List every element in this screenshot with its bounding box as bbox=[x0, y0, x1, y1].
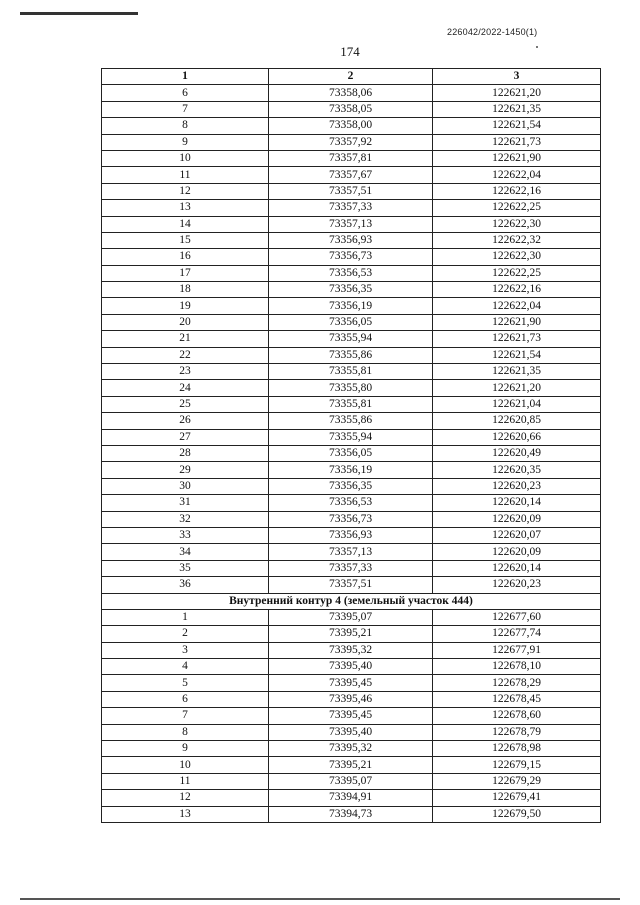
top-rule bbox=[20, 12, 138, 15]
document-number: 226042/2022-1450(1) bbox=[447, 27, 538, 37]
x-coordinate-cell: 73356,53 bbox=[269, 265, 433, 281]
table-row bbox=[102, 150, 601, 166]
y-coordinate-cell: 122620,07 bbox=[433, 527, 601, 543]
y-coordinate-cell: 122677,91 bbox=[433, 642, 601, 658]
y-coordinate-cell: 122620,14 bbox=[433, 495, 601, 511]
table-row bbox=[102, 183, 601, 199]
table-row bbox=[102, 773, 601, 789]
table-row bbox=[102, 478, 601, 494]
y-coordinate-cell: 122679,15 bbox=[433, 757, 601, 773]
y-coordinate-cell: 122620,23 bbox=[433, 577, 601, 593]
table-row bbox=[102, 364, 601, 380]
x-coordinate-cell: 73356,19 bbox=[269, 298, 433, 314]
y-coordinate-cell: 122679,29 bbox=[433, 773, 601, 789]
table-row bbox=[102, 101, 601, 117]
point-number-cell: 36 bbox=[102, 577, 269, 593]
table-body-contour-4 bbox=[102, 609, 601, 822]
table-row bbox=[102, 249, 601, 265]
y-coordinate-cell: 122678,10 bbox=[433, 659, 601, 675]
y-coordinate-cell: 122620,09 bbox=[433, 511, 601, 527]
point-number-cell: 21 bbox=[102, 331, 269, 347]
table-row bbox=[102, 232, 601, 248]
point-number-cell: 11 bbox=[102, 167, 269, 183]
table-row bbox=[102, 462, 601, 478]
table-row bbox=[102, 741, 601, 757]
point-number-cell: 29 bbox=[102, 462, 269, 478]
x-coordinate-cell: 73395,45 bbox=[269, 708, 433, 724]
y-coordinate-cell: 122622,30 bbox=[433, 249, 601, 265]
point-number-cell: 16 bbox=[102, 249, 269, 265]
y-coordinate-cell: 122620,23 bbox=[433, 478, 601, 494]
table-row bbox=[102, 757, 601, 773]
x-coordinate-cell: 73356,35 bbox=[269, 282, 433, 298]
y-coordinate-cell: 122621,20 bbox=[433, 380, 601, 396]
y-coordinate-cell: 122677,60 bbox=[433, 609, 601, 625]
y-coordinate-cell: 122620,49 bbox=[433, 445, 601, 461]
point-number-cell: 8 bbox=[102, 724, 269, 740]
table-row bbox=[102, 331, 601, 347]
x-coordinate-cell: 73355,94 bbox=[269, 331, 433, 347]
point-number-cell: 9 bbox=[102, 741, 269, 757]
table-row bbox=[102, 577, 601, 593]
y-coordinate-cell: 122622,16 bbox=[433, 183, 601, 199]
x-coordinate-cell: 73356,73 bbox=[269, 511, 433, 527]
section-title: Внутренний контур 4 (земельный участок 444) bbox=[102, 593, 601, 609]
y-coordinate-cell: 122678,29 bbox=[433, 675, 601, 691]
y-coordinate-cell: 122678,98 bbox=[433, 741, 601, 757]
point-number-cell: 20 bbox=[102, 314, 269, 330]
x-coordinate-cell: 73395,45 bbox=[269, 675, 433, 691]
y-coordinate-cell: 122621,35 bbox=[433, 364, 601, 380]
y-coordinate-cell: 122621,90 bbox=[433, 150, 601, 166]
x-coordinate-cell: 73357,13 bbox=[269, 544, 433, 560]
x-coordinate-cell: 73356,05 bbox=[269, 314, 433, 330]
table-row bbox=[102, 413, 601, 429]
x-coordinate-cell: 73358,05 bbox=[269, 101, 433, 117]
point-number-cell: 3 bbox=[102, 642, 269, 658]
y-coordinate-cell: 122679,50 bbox=[433, 806, 601, 822]
point-number-cell: 8 bbox=[102, 118, 269, 134]
x-coordinate-cell: 73357,33 bbox=[269, 200, 433, 216]
y-coordinate-cell: 122622,25 bbox=[433, 200, 601, 216]
point-number-cell: 7 bbox=[102, 708, 269, 724]
point-number-cell: 25 bbox=[102, 396, 269, 412]
x-coordinate-cell: 73357,51 bbox=[269, 577, 433, 593]
y-coordinate-cell: 122620,85 bbox=[433, 413, 601, 429]
point-number-cell: 12 bbox=[102, 790, 269, 806]
column-header: 1 bbox=[102, 69, 269, 85]
x-coordinate-cell: 73357,51 bbox=[269, 183, 433, 199]
table-row bbox=[102, 265, 601, 281]
table-row bbox=[102, 806, 601, 822]
y-coordinate-cell: 122621,04 bbox=[433, 396, 601, 412]
table-row bbox=[102, 314, 601, 330]
table-row bbox=[102, 511, 601, 527]
table-row bbox=[102, 380, 601, 396]
point-number-cell: 22 bbox=[102, 347, 269, 363]
section-row bbox=[102, 593, 601, 609]
y-coordinate-cell: 122622,04 bbox=[433, 298, 601, 314]
table-row bbox=[102, 560, 601, 576]
point-number-cell: 24 bbox=[102, 380, 269, 396]
y-coordinate-cell: 122677,74 bbox=[433, 626, 601, 642]
table-row bbox=[102, 445, 601, 461]
x-coordinate-cell: 73355,80 bbox=[269, 380, 433, 396]
x-coordinate-cell: 73355,86 bbox=[269, 347, 433, 363]
table-row bbox=[102, 659, 601, 675]
coordinates-table bbox=[101, 68, 601, 823]
x-coordinate-cell: 73356,93 bbox=[269, 232, 433, 248]
point-number-cell: 18 bbox=[102, 282, 269, 298]
point-number-cell: 34 bbox=[102, 544, 269, 560]
table-row bbox=[102, 134, 601, 150]
x-coordinate-cell: 73356,35 bbox=[269, 478, 433, 494]
x-coordinate-cell: 73357,67 bbox=[269, 167, 433, 183]
point-number-cell: 7 bbox=[102, 101, 269, 117]
point-number-cell: 32 bbox=[102, 511, 269, 527]
x-coordinate-cell: 73356,53 bbox=[269, 495, 433, 511]
x-coordinate-cell: 73357,13 bbox=[269, 216, 433, 232]
page-number: 174 bbox=[340, 44, 360, 59]
table-row bbox=[102, 724, 601, 740]
point-number-cell: 26 bbox=[102, 413, 269, 429]
point-number-cell: 28 bbox=[102, 445, 269, 461]
y-coordinate-cell: 122621,54 bbox=[433, 347, 601, 363]
x-coordinate-cell: 73395,46 bbox=[269, 691, 433, 707]
x-coordinate-cell: 73355,81 bbox=[269, 396, 433, 412]
y-coordinate-cell: 122678,45 bbox=[433, 691, 601, 707]
table-row bbox=[102, 216, 601, 232]
y-coordinate-cell: 122621,73 bbox=[433, 331, 601, 347]
x-coordinate-cell: 73395,21 bbox=[269, 626, 433, 642]
point-number-cell: 12 bbox=[102, 183, 269, 199]
x-coordinate-cell: 73395,40 bbox=[269, 724, 433, 740]
x-coordinate-cell: 73395,32 bbox=[269, 642, 433, 658]
table-row bbox=[102, 298, 601, 314]
x-coordinate-cell: 73357,33 bbox=[269, 560, 433, 576]
y-coordinate-cell: 122621,73 bbox=[433, 134, 601, 150]
y-coordinate-cell: 122622,30 bbox=[433, 216, 601, 232]
scan-speck bbox=[536, 46, 538, 48]
point-number-cell: 15 bbox=[102, 232, 269, 248]
point-number-cell: 10 bbox=[102, 150, 269, 166]
point-number-cell: 35 bbox=[102, 560, 269, 576]
x-coordinate-cell: 73356,05 bbox=[269, 445, 433, 461]
y-coordinate-cell: 122620,35 bbox=[433, 462, 601, 478]
table-row bbox=[102, 527, 601, 543]
point-number-cell: 33 bbox=[102, 527, 269, 543]
point-number-cell: 6 bbox=[102, 85, 269, 101]
point-number-cell: 30 bbox=[102, 478, 269, 494]
point-number-cell: 11 bbox=[102, 773, 269, 789]
point-number-cell: 2 bbox=[102, 626, 269, 642]
y-coordinate-cell: 122622,04 bbox=[433, 167, 601, 183]
x-coordinate-cell: 73357,81 bbox=[269, 150, 433, 166]
y-coordinate-cell: 122622,25 bbox=[433, 265, 601, 281]
point-number-cell: 5 bbox=[102, 675, 269, 691]
x-coordinate-cell: 73394,73 bbox=[269, 806, 433, 822]
bottom-rule bbox=[20, 898, 620, 900]
y-coordinate-cell: 122620,14 bbox=[433, 560, 601, 576]
x-coordinate-cell: 73355,86 bbox=[269, 413, 433, 429]
column-header: 2 bbox=[269, 69, 433, 85]
x-coordinate-cell: 73356,19 bbox=[269, 462, 433, 478]
table-row bbox=[102, 544, 601, 560]
x-coordinate-cell: 73395,21 bbox=[269, 757, 433, 773]
point-number-cell: 6 bbox=[102, 691, 269, 707]
x-coordinate-cell: 73358,00 bbox=[269, 118, 433, 134]
table-row bbox=[102, 282, 601, 298]
point-number-cell: 27 bbox=[102, 429, 269, 445]
point-number-cell: 17 bbox=[102, 265, 269, 281]
y-coordinate-cell: 122622,32 bbox=[433, 232, 601, 248]
x-coordinate-cell: 73358,06 bbox=[269, 85, 433, 101]
y-coordinate-cell: 122679,41 bbox=[433, 790, 601, 806]
x-coordinate-cell: 73395,07 bbox=[269, 609, 433, 625]
point-number-cell: 1 bbox=[102, 609, 269, 625]
x-coordinate-cell: 73356,73 bbox=[269, 249, 433, 265]
x-coordinate-cell: 73394,91 bbox=[269, 790, 433, 806]
column-header: 3 bbox=[433, 69, 601, 85]
table-row bbox=[102, 118, 601, 134]
x-coordinate-cell: 73395,40 bbox=[269, 659, 433, 675]
y-coordinate-cell: 122678,60 bbox=[433, 708, 601, 724]
y-coordinate-cell: 122621,54 bbox=[433, 118, 601, 134]
y-coordinate-cell: 122620,09 bbox=[433, 544, 601, 560]
table-row bbox=[102, 200, 601, 216]
table-row bbox=[102, 347, 601, 363]
x-coordinate-cell: 73355,94 bbox=[269, 429, 433, 445]
table-row bbox=[102, 609, 601, 625]
point-number-cell: 4 bbox=[102, 659, 269, 675]
table-row bbox=[102, 495, 601, 511]
table-row bbox=[102, 429, 601, 445]
y-coordinate-cell: 122621,20 bbox=[433, 85, 601, 101]
y-coordinate-cell: 122621,90 bbox=[433, 314, 601, 330]
x-coordinate-cell: 73357,92 bbox=[269, 134, 433, 150]
point-number-cell: 10 bbox=[102, 757, 269, 773]
point-number-cell: 14 bbox=[102, 216, 269, 232]
x-coordinate-cell: 73395,32 bbox=[269, 741, 433, 757]
table-row bbox=[102, 642, 601, 658]
table-row bbox=[102, 790, 601, 806]
point-number-cell: 31 bbox=[102, 495, 269, 511]
table-body-contour-3 bbox=[102, 85, 601, 593]
table-row bbox=[102, 85, 601, 101]
point-number-cell: 9 bbox=[102, 134, 269, 150]
point-number-cell: 13 bbox=[102, 200, 269, 216]
y-coordinate-cell: 122622,16 bbox=[433, 282, 601, 298]
table-row bbox=[102, 708, 601, 724]
y-coordinate-cell: 122678,79 bbox=[433, 724, 601, 740]
point-number-cell: 13 bbox=[102, 806, 269, 822]
y-coordinate-cell: 122621,35 bbox=[433, 101, 601, 117]
x-coordinate-cell: 73356,93 bbox=[269, 527, 433, 543]
point-number-cell: 23 bbox=[102, 364, 269, 380]
table-row bbox=[102, 626, 601, 642]
x-coordinate-cell: 73395,07 bbox=[269, 773, 433, 789]
table-row bbox=[102, 691, 601, 707]
table-row bbox=[102, 675, 601, 691]
table-row bbox=[102, 167, 601, 183]
point-number-cell: 19 bbox=[102, 298, 269, 314]
table-row bbox=[102, 396, 601, 412]
x-coordinate-cell: 73355,81 bbox=[269, 364, 433, 380]
y-coordinate-cell: 122620,66 bbox=[433, 429, 601, 445]
table-header-row bbox=[102, 69, 601, 85]
